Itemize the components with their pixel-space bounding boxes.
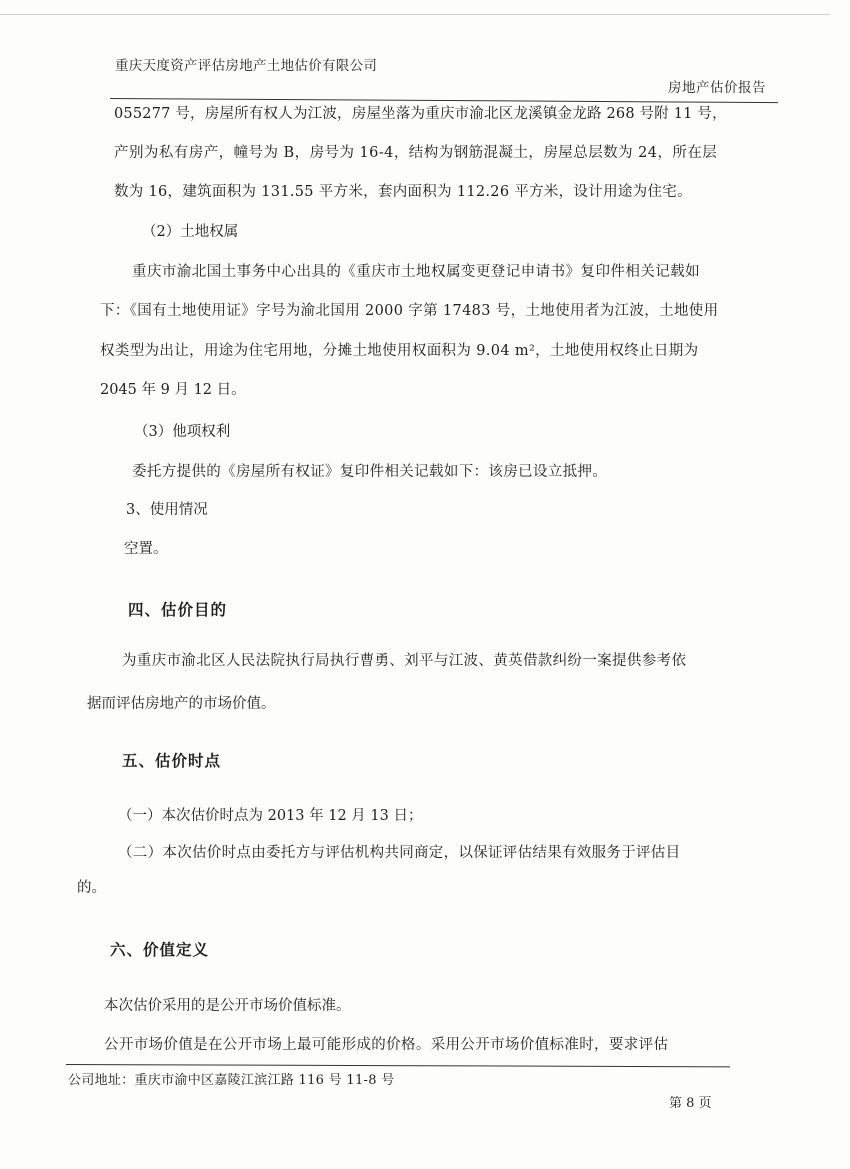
value-definition-line-2: 公开市场价值是在公开市场上最可能形成的价格。采用公开市场价值标准时，要求评估 [104,1037,669,1053]
ownership-line-2: 产别为私有房产，幢号为 B，房号为 16-4，结构为钢筋混凝土，房屋总层数为 24，所在层 [114,145,718,161]
footer-address: 公司地址：重庆市渝中区嘉陵江滨江路 116 号 11-8 号 [68,1073,395,1088]
land-rights-title: （2）土地权属 [142,224,239,240]
other-rights-title: （3）他项权利 [134,424,231,440]
header-divider [110,98,778,103]
section-5-title: 五、估价时点 [122,751,222,770]
land-line-1: 重庆市渝北国土事务中心出具的《重庆市土地权属变更登记申请书》复印件相关记载如 [132,264,701,280]
value-definition-line-1: 本次估价采用的是公开市场价值标准。 [104,998,351,1014]
usage-text: 空置。 [124,541,168,557]
land-line-2: 下：《国有土地使用证》字号为渝北国用 2000 字第 17483 号，土地使用者为江波，土地使用 [100,303,719,319]
section-6-title: 六、价值定义 [110,940,210,959]
ownership-line-3: 数为 16，建筑面积为 131.55 平方米，套内面积为 112.26 平方米，设计用途为住宅。 [114,184,692,200]
valuation-date-line-2: （二）本次估价时点由委托方与评估机构共同商定，以保证评估结果有效服务于评估目 [118,845,681,861]
other-rights-line: 委托方提供的《房屋所有权证》复印件相关记载如下：该房已设立抵押。 [132,464,608,480]
valuation-date-line-3: 的。 [77,880,106,896]
footer-divider [66,1064,730,1067]
scan-edge-line [0,14,830,15]
ownership-line-1: 055277 号，房屋所有权人为江波，房屋坐落为重庆市渝北区龙溪镇金龙路 268 号附 11 号， [114,106,727,122]
valuation-date-line-1: （一）本次估价时点为 2013 年 12 月 13 日； [118,808,423,824]
land-line-3: 权类型为出让，用途为住宅用地，分摊土地使用权面积为 9.04 m²，土地使用权终止日期为 [100,343,699,359]
purpose-line-2: 据而评估房地产的市场价值。 [87,696,276,712]
purpose-line-1: 为重庆市渝北区人民法院执行局执行曹勇、刘平与江波、黄英借款纠纷一案提供参考依 [122,653,687,669]
land-line-4: 2045 年 9 月 12 日。 [100,382,246,398]
footer-page-number: 第 8 页 [669,1096,712,1111]
header-report-type: 房地产估价报告 [668,80,766,96]
usage-title: 3、使用情况 [126,502,208,518]
section-4-title: 四、估价目的 [128,600,228,619]
header-company: 重庆天度资产评估房地产土地估价有限公司 [115,58,378,74]
